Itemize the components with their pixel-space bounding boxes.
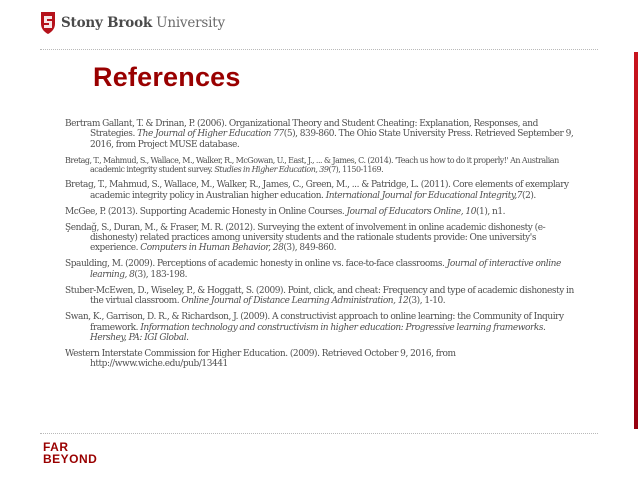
far-beyond-line2: BEYOND bbox=[43, 452, 98, 466]
far-beyond-line1: FAR bbox=[43, 440, 69, 454]
university-logo bbox=[40, 9, 225, 37]
reference-item: Western Interstate Commission for Higher Education. (2009). Retrieved October 9, 2016, from http://www.wiche.edu/pub/13441 bbox=[65, 349, 456, 370]
slide-title: References bbox=[93, 62, 241, 92]
reference-item: Bretag, T., Mahmud, S., Wallace, M., Walker, R., McGowan, U., East, J., ... & James, C. (2014). 'Teach us how to do it properly!' An Australian academic integrity student survey. Studies in Higher Education, 39(7), 1150-1169. bbox=[65, 155, 559, 175]
reference-list bbox=[65, 119, 575, 375]
far-beyond-logo bbox=[43, 441, 97, 465]
right-accent-bar bbox=[634, 52, 638, 429]
reference-item: Şendağ, S., Duran, M., & Fraser, M. R. (2012). Surveying the extent of involvement in online academic dishonesty (e-dishonesty) related practices among university students and the rationale students provide: One university's experience. Computers in Human Behavior, 28(3), 849-860. bbox=[65, 222, 546, 254]
university-name: Stony Brook University bbox=[61, 15, 225, 31]
reference-item: Stuber-McEwen, D., Wiseley, P., & Hoggatt, S. (2009). Point, click, and cheat: Frequency and type of academic dishonesty in the virtual classroom. Online Journal of Distance Learning Administration, 12(3), 1-10. bbox=[65, 285, 574, 307]
header-divider bbox=[40, 49, 598, 50]
reference-item: Swan, K., Garrison, D. R., & Richardson, J. (2009). A constructivist approach to online learning: the Community of Inquiry framework. Information technology and constructivism in higher education: Progressive learning frameworks. Hershey, PA: IGI Global. bbox=[65, 312, 564, 344]
footer-divider bbox=[40, 433, 598, 434]
reference-item: McGee, P. (2013). Supporting Academic Honesty in Online Courses. Journal of Educators Online, 10(1), n1. bbox=[65, 206, 506, 217]
reference-item: Spaulding, M. (2009). Perceptions of academic honesty in online vs. face-to-face classrooms. Journal of interactive online learning, 8(3), 183-198. bbox=[65, 259, 561, 280]
reference-item: Bertram Gallant, T. & Drinan, P. (2006). Organizational Theory and Student Cheating: Explanation, Responses, and Strategies. The Journal of Higher Education 77(5), 839-860. The Ohio State University Press. Retrieved September 9, 2016, from Project MUSE database. bbox=[65, 119, 574, 150]
sbu-red-shield-icon bbox=[40, 11, 56, 35]
reference-item: Bretag, T., Mahmud, S., Wallace, M., Walker, R., James, C., Green, M., ... & Patridge, L. (2011). Core elements of exemplary academic integrity policy in Australian higher education. International Journal for Educational Integrity,7(2). bbox=[65, 180, 569, 201]
